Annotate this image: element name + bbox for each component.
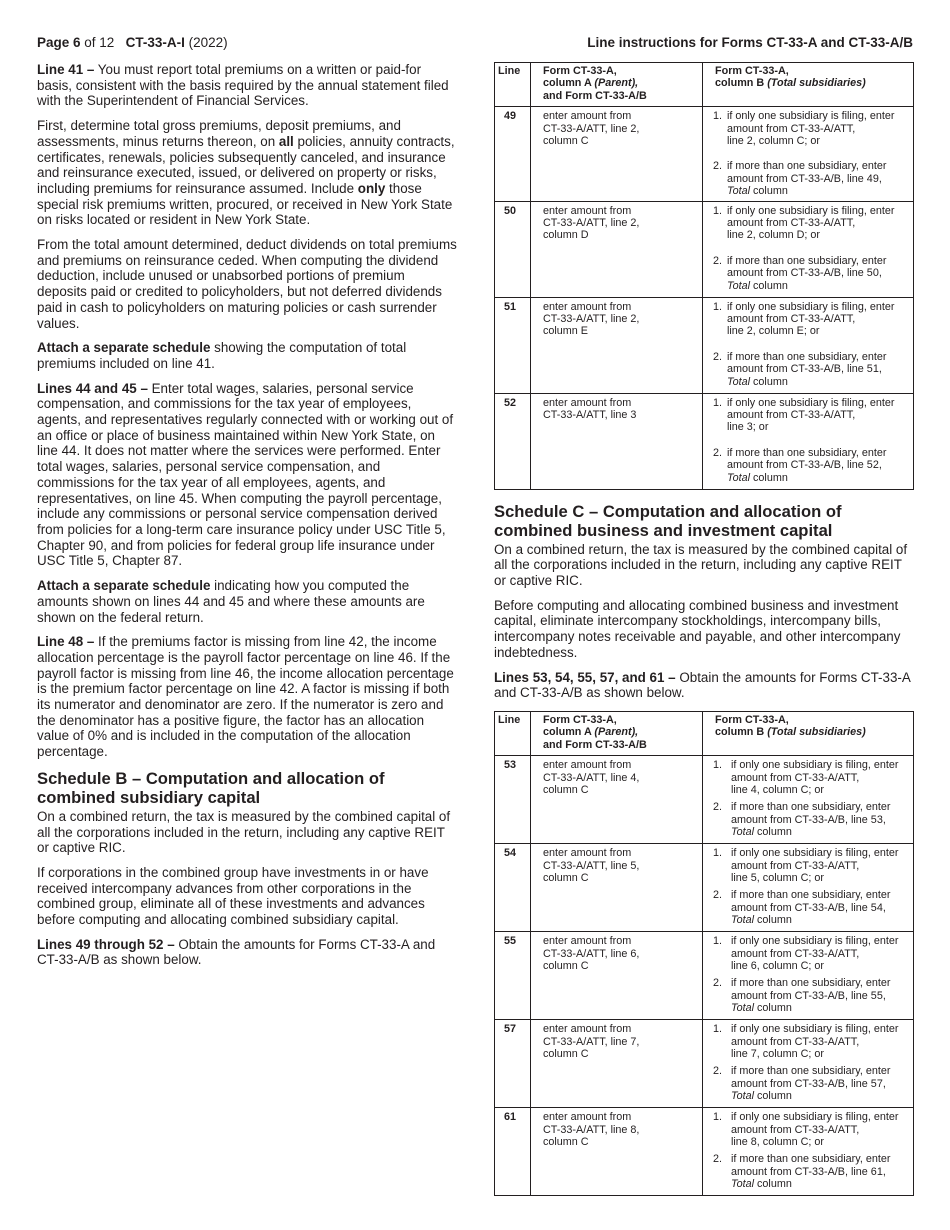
schedule-c-intro: On a combined return, the tax is measured by the combined capital of all the corporations included in the return, including any captive REIT or captive RIC.: [494, 541, 908, 589]
subsidiary-instruction: 1. if only one subsidiary is filing, enter amount from CT-33-A/ATT, line 6, column C; or 2. if more than one subsidiary, enter amount from CT-33-A/B, line 55, Total column: [703, 932, 914, 1020]
line-number: 57: [495, 1020, 531, 1108]
schedule-c-table: [494, 711, 914, 1196]
line-number: 49: [495, 107, 531, 201]
col-parent-header: Form CT-33-A, column A (Parent), and Form CT-33-A/B: [531, 711, 703, 755]
lines-44-45-paragraph: [37, 381, 457, 569]
line41-lead: Line 41 –: [37, 62, 95, 77]
table-row: [495, 201, 914, 297]
lines-44-45-lead: Lines 44 and 45 –: [37, 380, 148, 396]
line48-lead: Line 48 –: [37, 634, 95, 650]
line48-paragraph: [37, 634, 457, 760]
table-row: [495, 297, 914, 393]
subsidiary-instruction: 1. if only one subsidiary is filing, enter amount from CT-33-A/ATT, line 8, column C; or 2. if more than one subsidiary, enter amount from CT-33-A/B, line 61, Total column: [703, 1108, 914, 1196]
lines-49-52-text: Obtain the amounts for Forms CT-33-A and CT-33-A/B as shown below.: [37, 936, 436, 968]
left-column: [37, 62, 457, 977]
parent-instruction: enter amount from CT-33-A/ATT, line 4, column C: [531, 756, 703, 844]
table-header-row: [495, 63, 914, 107]
subsidiary-instruction: 1. if only one subsidiary is filing, enter amount from CT-33-A/ATT, line 5, column C; or 2. if more than one subsidiary, enter amount from CT-33-A/B, line 54, Total column: [703, 844, 914, 932]
p2-all: all: [278, 133, 294, 149]
page-number: Page 6: [37, 35, 81, 50]
schedule-c-eliminate: Before computing and allocating combined business and investment capital, eliminate intercompany stockholdings, intercompany bills, intercompany notes receivable and payable, and other intercompany indebtedness.: [494, 597, 901, 660]
line-number: 53: [495, 756, 531, 844]
p2-text-c: those special risk premiums written, procured, or received in New York State on risks located or resident in New York State.: [37, 180, 453, 228]
parent-instruction: enter amount from CT-33-A/ATT, line 2, column C: [531, 107, 703, 201]
form-year: (2022): [184, 35, 228, 50]
col-subsidiaries-header: Form CT-33-A, column B (Total subsidiaries): [703, 63, 914, 107]
col-parent-header: Form CT-33-A, column A (Parent), and Form CT-33-A/B: [531, 63, 703, 107]
table-row: [495, 1020, 914, 1108]
subsidiary-instruction: 1. if only one subsidiary is filing, enter amount from CT-33-A/ATT, line 2, column D; or 2. if more than one subsidiary, enter amount from CT-33-A/B, line 50, Total column: [703, 201, 914, 297]
lines-49-52-lead: Lines 49 through 52 –: [37, 936, 175, 952]
line41-paragraph: [37, 62, 457, 109]
attach-text-44-45: indicating how you computed the amounts shown on lines 44 and 45 and where these amounts are shown on the federal return.: [37, 578, 425, 625]
line-number: 51: [495, 297, 531, 393]
right-column: [494, 62, 914, 1196]
attach-lead-41: Attach a separate schedule: [37, 340, 211, 356]
attach-schedule-44-45: [37, 578, 457, 625]
p2-text-a: First, determine total gross premiums, deposit premiums, and assessments, minus returns thereon, on: [37, 118, 401, 149]
schedule-b-intro: On a combined return, the tax is measured by the combined capital of all the corporations included in the return, including any captive REIT or captive RIC.: [37, 808, 451, 856]
parent-instruction: enter amount from CT-33-A/ATT, line 8, column C: [531, 1108, 703, 1196]
lines-53-61-paragraph: [494, 670, 914, 701]
attach-schedule-41: [37, 340, 457, 371]
dividends-paragraph: From the total amount determined, deduct dividends on total premiums and premiums on reinsurance ceded. When computing the dividend deduction, include unused or unabsorbed portions of premium deposits paid or credited to policyholders, but not deferred dividends paid in cash to policyholders on maturing policies or cash surrender values.: [37, 237, 457, 331]
table-row: [495, 756, 914, 844]
form-id: CT-33-A-I: [125, 35, 185, 50]
schedule-b-title: Schedule B – Computation and allocation of combined subsidiary capital: [37, 768, 385, 807]
schedule-c-title: Schedule C – Computation and allocation of combined business and investment capital: [494, 501, 842, 540]
subsidiary-instruction: 1. if only one subsidiary is filing, enter amount from CT-33-A/ATT, line 4, column C; or 2. if more than one subsidiary, enter amount from CT-33-A/B, line 53, Total column: [703, 756, 914, 844]
page-count: of 12: [80, 35, 115, 50]
section-title: Line instructions for Forms CT-33-A and CT-33-A/B: [587, 35, 913, 50]
line-number: 54: [495, 844, 531, 932]
parent-instruction: enter amount from CT-33-A/ATT, line 2, column E: [531, 297, 703, 393]
subsidiary-instruction: 1. if only one subsidiary is filing, enter amount from CT-33-A/ATT, line 2, column C; or 2. if more than one subsidiary, enter amount from CT-33-A/B, line 49, Total column: [703, 107, 914, 201]
line-number: 50: [495, 201, 531, 297]
line41-text: You must report total premiums on a written or paid-for basis, consistent with the basis required by the annual statement filed with the Superintendent of Financial Services.: [37, 62, 449, 109]
line-number: 52: [495, 393, 531, 489]
line-number: 55: [495, 932, 531, 1020]
table-row: [495, 844, 914, 932]
parent-instruction: enter amount from CT-33-A/ATT, line 7, column C: [531, 1020, 703, 1108]
table-row: [495, 393, 914, 489]
parent-instruction: enter amount from CT-33-A/ATT, line 2, column D: [531, 201, 703, 297]
line48-text: If the premiums factor is missing from line 42, the income allocation percentage is the payroll factor percentage on line 46. If the payroll factor is missing from line 46, the income allocation percentage is the premium factor percentage on line 42. A factor is missing if both its numerator and denominator are zero. If the numerator is zero and the denominator has a positive figure, the factor has an allocation value of 0% and is included in the computation of the allocation percentage.: [37, 634, 454, 760]
lines-49-52-paragraph: [37, 937, 457, 968]
table-row: [495, 1108, 914, 1196]
schedule-b-table: [494, 62, 914, 490]
lines-53-61-lead: Lines 53, 54, 55, 57, and 61 –: [494, 669, 676, 685]
table-row: [495, 107, 914, 201]
p2-only: only: [357, 180, 386, 196]
attach-text-41: showing the computation of total premiums included on line 41.: [37, 340, 407, 371]
col-line-header: Line: [495, 711, 531, 755]
col-subsidiaries-header: Form CT-33-A, column B (Total subsidiaries): [703, 711, 914, 755]
subsidiary-instruction: 1. if only one subsidiary is filing, enter amount from CT-33-A/ATT, line 3; or 2. if more than one subsidiary, enter amount from CT-33-A/B, line 52, Total column: [703, 393, 914, 489]
lines-53-61-text: Obtain the amounts for Forms CT-33-A and CT-33-A/B as shown below.: [494, 669, 911, 701]
subsidiary-instruction: 1. if only one subsidiary is filing, enter amount from CT-33-A/ATT, line 7, column C; or 2. if more than one subsidiary, enter amount from CT-33-A/B, line 57, Total column: [703, 1020, 914, 1108]
parent-instruction: enter amount from CT-33-A/ATT, line 5, column C: [531, 844, 703, 932]
gross-premiums-paragraph: [37, 118, 457, 228]
parent-instruction: enter amount from CT-33-A/ATT, line 3: [531, 393, 703, 489]
col-line-header: Line: [495, 63, 531, 107]
schedule-b-eliminate: If corporations in the combined group have investments in or have received intercompany advances from other corporations in the combined group, eliminate all of these investments and advances before computing and allocating combined subsidiary capital.: [37, 864, 429, 928]
subsidiary-instruction: 1. if only one subsidiary is filing, enter amount from CT-33-A/ATT, line 2, column E; or 2. if more than one subsidiary, enter amount from CT-33-A/B, line 51, Total column: [703, 297, 914, 393]
table-header-row: [495, 711, 914, 755]
attach-lead-44-45: Attach a separate schedule: [37, 578, 211, 594]
table-row: [495, 932, 914, 1020]
lines-44-45-text: Enter total wages, salaries, personal service compensation, and commissions for the tax year of employees, agents, and representatives regularly connected with or working out of an office or place of business maintained within New York State, on line 44. It does not matter where the services were performed. Enter total wages, salaries, personal service compensation, and commissions for the tax year of all employees, agents, and representatives, on line 45. When computing the payroll percentage, include any commissions or personal service compensation derived from policies for a long-term care insurance policy under USC Title 5, Chapter 90, and from policies for federal group life insurance under USC Title 5, Chapter 87.: [37, 380, 454, 569]
parent-instruction: enter amount from CT-33-A/ATT, line 6, column C: [531, 932, 703, 1020]
page-header-left: [37, 35, 228, 50]
p2-text-b: policies, annuity contracts, certificates, renewals, policies subsequently canceled, and insurance and reinsurance executed, issued, or delivered on property or risks, including premiums for reinsurance assumed. Include: [37, 133, 455, 196]
line-number: 61: [495, 1108, 531, 1196]
